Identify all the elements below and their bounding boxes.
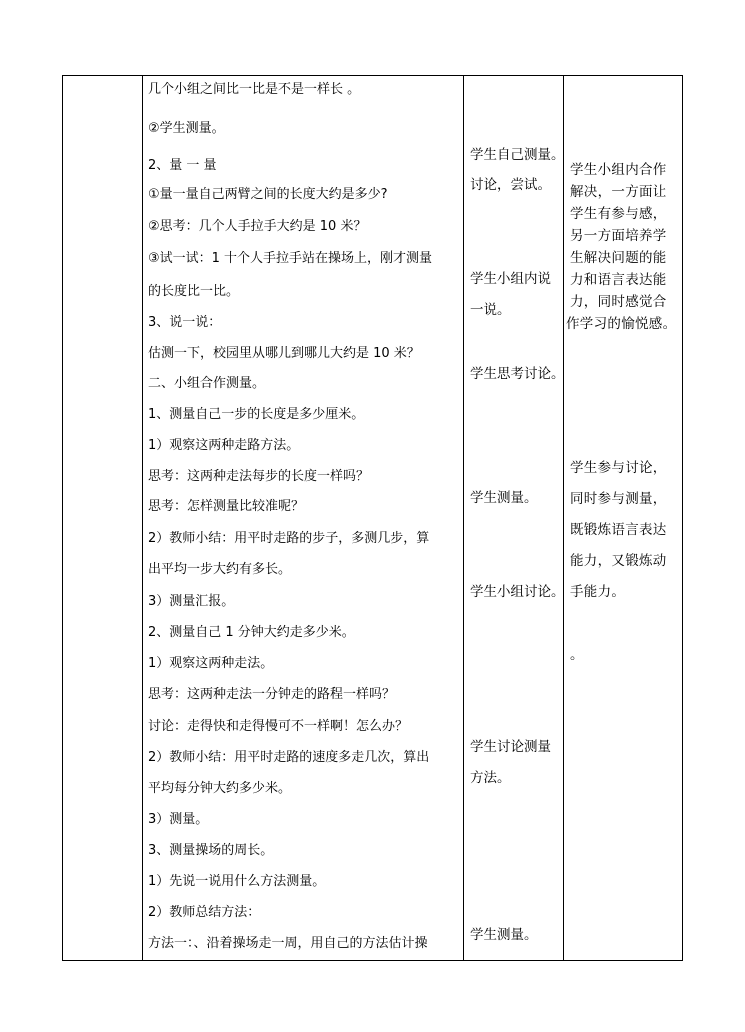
intent-line: 既锻炼语言表达 xyxy=(570,522,667,538)
process-line: 方法一：、沿着操场走一周，用自己的方法估计操 xyxy=(148,936,428,951)
process-line: 思考：这两种走法一分钟走的路程一样吗？ xyxy=(148,687,396,702)
process-line: 2、量 一 量 xyxy=(148,158,217,173)
process-line: ③试一试：1 十个人手拉手站在操场上，刚才测量 xyxy=(148,251,433,266)
intent-line: 学生有参与感， xyxy=(570,206,667,222)
process-line: 1、测量自己一步的长度是多少厘米。 xyxy=(148,407,365,422)
activity-line: 方法。 xyxy=(470,770,511,786)
process-line: 1）先说一说用什么方法测量。 xyxy=(148,874,326,889)
process-line: 估测一下，校园里从哪儿到哪儿大约是 10 米？ xyxy=(148,346,420,361)
process-line: ①量一量自己两臂之间的长度大约是多少? xyxy=(148,187,388,202)
process-line: 3、说一说： xyxy=(148,315,222,330)
process-line: 2）教师小结：用平时走路的步子，多测几步，算 xyxy=(148,531,430,546)
process-line: 1）观察这两种走路方法。 xyxy=(148,438,300,453)
intent-line: 。 xyxy=(570,647,584,663)
process-line: 出平均一步大约有多长。 xyxy=(148,562,292,577)
intent-line: 作学习的愉悦感。 xyxy=(566,316,677,332)
column-divider xyxy=(563,76,564,960)
process-line: 2）教师小结：用平时走路的速度多走几次，算出 xyxy=(148,750,430,765)
process-line: 平均每分钟大约多少米。 xyxy=(148,781,292,796)
process-line: 3、测量操场的周长。 xyxy=(148,843,274,858)
activity-line: 学生思考讨论。 xyxy=(470,366,565,382)
activity-line: 学生小组内说 xyxy=(470,271,551,287)
activity-line: 学生自己测量。 xyxy=(470,147,565,163)
process-line: 讨论：走得快和走得慢可不一样啊！怎么办？ xyxy=(148,719,409,734)
activity-line: 学生测量。 xyxy=(470,927,538,943)
process-line: 思考：怎样测量比较准呢？ xyxy=(148,499,305,514)
intent-line: 另一方面培养学 xyxy=(570,228,667,244)
activity-line: 学生测量。 xyxy=(470,490,538,506)
lesson-plan-table xyxy=(62,75,683,961)
intent-line: 学生参与讨论， xyxy=(570,460,667,476)
intent-line: 力，同时感觉合 xyxy=(570,294,667,310)
intent-line: 手能力。 xyxy=(570,584,626,600)
intent-line: 同时参与测量， xyxy=(570,491,667,507)
intent-line: 力和语言表达能 xyxy=(570,272,667,288)
process-line: 2、测量自己 1 分钟大约走多少米。 xyxy=(148,625,355,640)
process-line: 思考：这两种走法每步的长度一样吗？ xyxy=(148,469,370,484)
column-divider xyxy=(142,76,143,960)
process-line: 3）测量。 xyxy=(148,812,209,827)
process-line: 的长度比一比。 xyxy=(148,284,240,299)
process-line: 二、小组合作测量。 xyxy=(148,376,266,391)
process-line: 2）教师总结方法： xyxy=(148,905,261,920)
activity-line: 一说。 xyxy=(470,302,511,318)
intent-line: 解决，一方面让 xyxy=(570,184,667,200)
process-line: 1）观察这两种走法。 xyxy=(148,656,274,671)
activity-line: 学生小组讨论。 xyxy=(470,584,565,600)
column-1-cell xyxy=(63,76,142,960)
intent-line: 生解决问题的能 xyxy=(570,250,667,266)
intent-line: 能力，又锻炼动 xyxy=(570,553,667,569)
intent-line: 学生小组内合作 xyxy=(570,162,667,178)
process-line: 3）测量汇报。 xyxy=(148,594,235,609)
process-line: ②思考：几个人手拉手大约是 10 米？ xyxy=(148,219,367,234)
process-line: 几个小组之间比一比是不是一样长 。 xyxy=(148,82,361,97)
activity-line: 讨论，尝试。 xyxy=(470,177,551,193)
activity-line: 学生讨论测量 xyxy=(470,739,551,755)
column-divider xyxy=(463,76,464,960)
process-line: ②学生测量。 xyxy=(148,121,225,136)
